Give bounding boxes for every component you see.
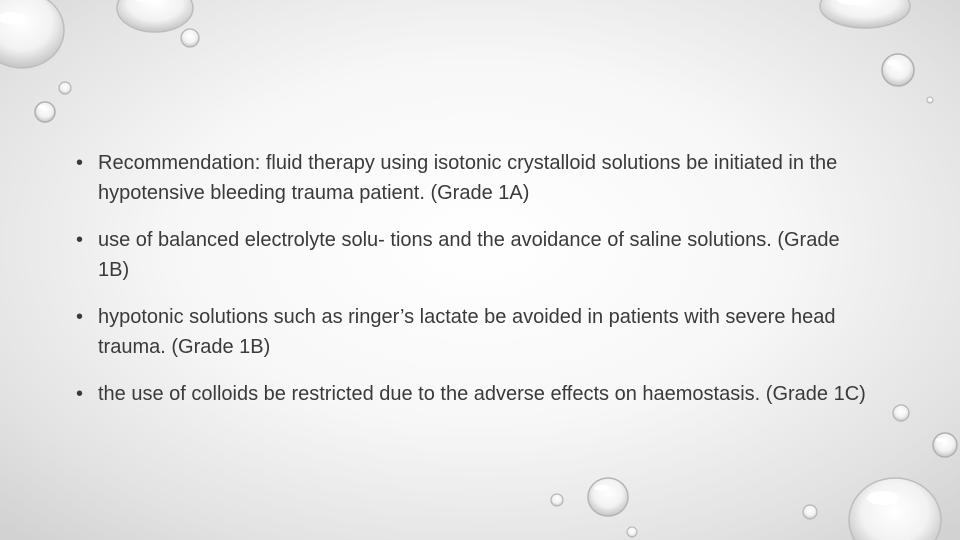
bullet-marker: • bbox=[76, 383, 84, 405]
bullet-text: Recommendation: fluid therapy using isotonic crystalloid solutions be initiated in the hypotensive bleeding trauma patient. (Grade 1A) bbox=[98, 152, 838, 204]
droplet-right-upper bbox=[882, 54, 914, 86]
droplet-bottom-right-large bbox=[849, 478, 941, 540]
droplet-right-lower-small bbox=[893, 405, 909, 421]
bullet-text: use of balanced electrolyte solu- tions and the avoidance of saline solutions. (Grade 1B) bbox=[98, 229, 840, 281]
bullet-text: the use of colloids be restricted due to the adverse effects on haemostasis. (Grade 1C) bbox=[98, 383, 866, 405]
droplet-left-mid bbox=[35, 102, 55, 122]
bullet-item bbox=[76, 148, 876, 208]
droplet-right-lower-medium bbox=[933, 433, 957, 457]
droplet-bottom-center-small bbox=[551, 494, 563, 506]
bullet-text: hypotonic solutions such as ringer’s lactate be avoided in patients with severe head trauma. (Grade 1B) bbox=[98, 306, 836, 358]
droplet-top-left-small bbox=[59, 82, 71, 94]
droplet-bottom-right-small bbox=[803, 505, 817, 519]
droplet-top-center-large bbox=[117, 0, 193, 32]
droplet-top-right-large bbox=[820, 0, 910, 28]
bullet-item bbox=[76, 302, 876, 362]
bullet-marker: • bbox=[76, 229, 84, 251]
slide-content bbox=[76, 148, 876, 426]
bullet-list bbox=[76, 148, 876, 409]
droplet-bottom-center-tiny bbox=[627, 527, 637, 537]
droplet-right-tiny bbox=[927, 97, 933, 103]
droplet-top-left-large bbox=[0, 0, 64, 68]
bullet-item bbox=[76, 379, 876, 409]
droplet-bottom-center-large bbox=[588, 478, 628, 516]
droplet-top-center-small bbox=[181, 29, 199, 47]
bullet-item bbox=[76, 225, 876, 285]
bullet-marker: • bbox=[76, 306, 84, 328]
bullet-marker: • bbox=[76, 152, 84, 174]
